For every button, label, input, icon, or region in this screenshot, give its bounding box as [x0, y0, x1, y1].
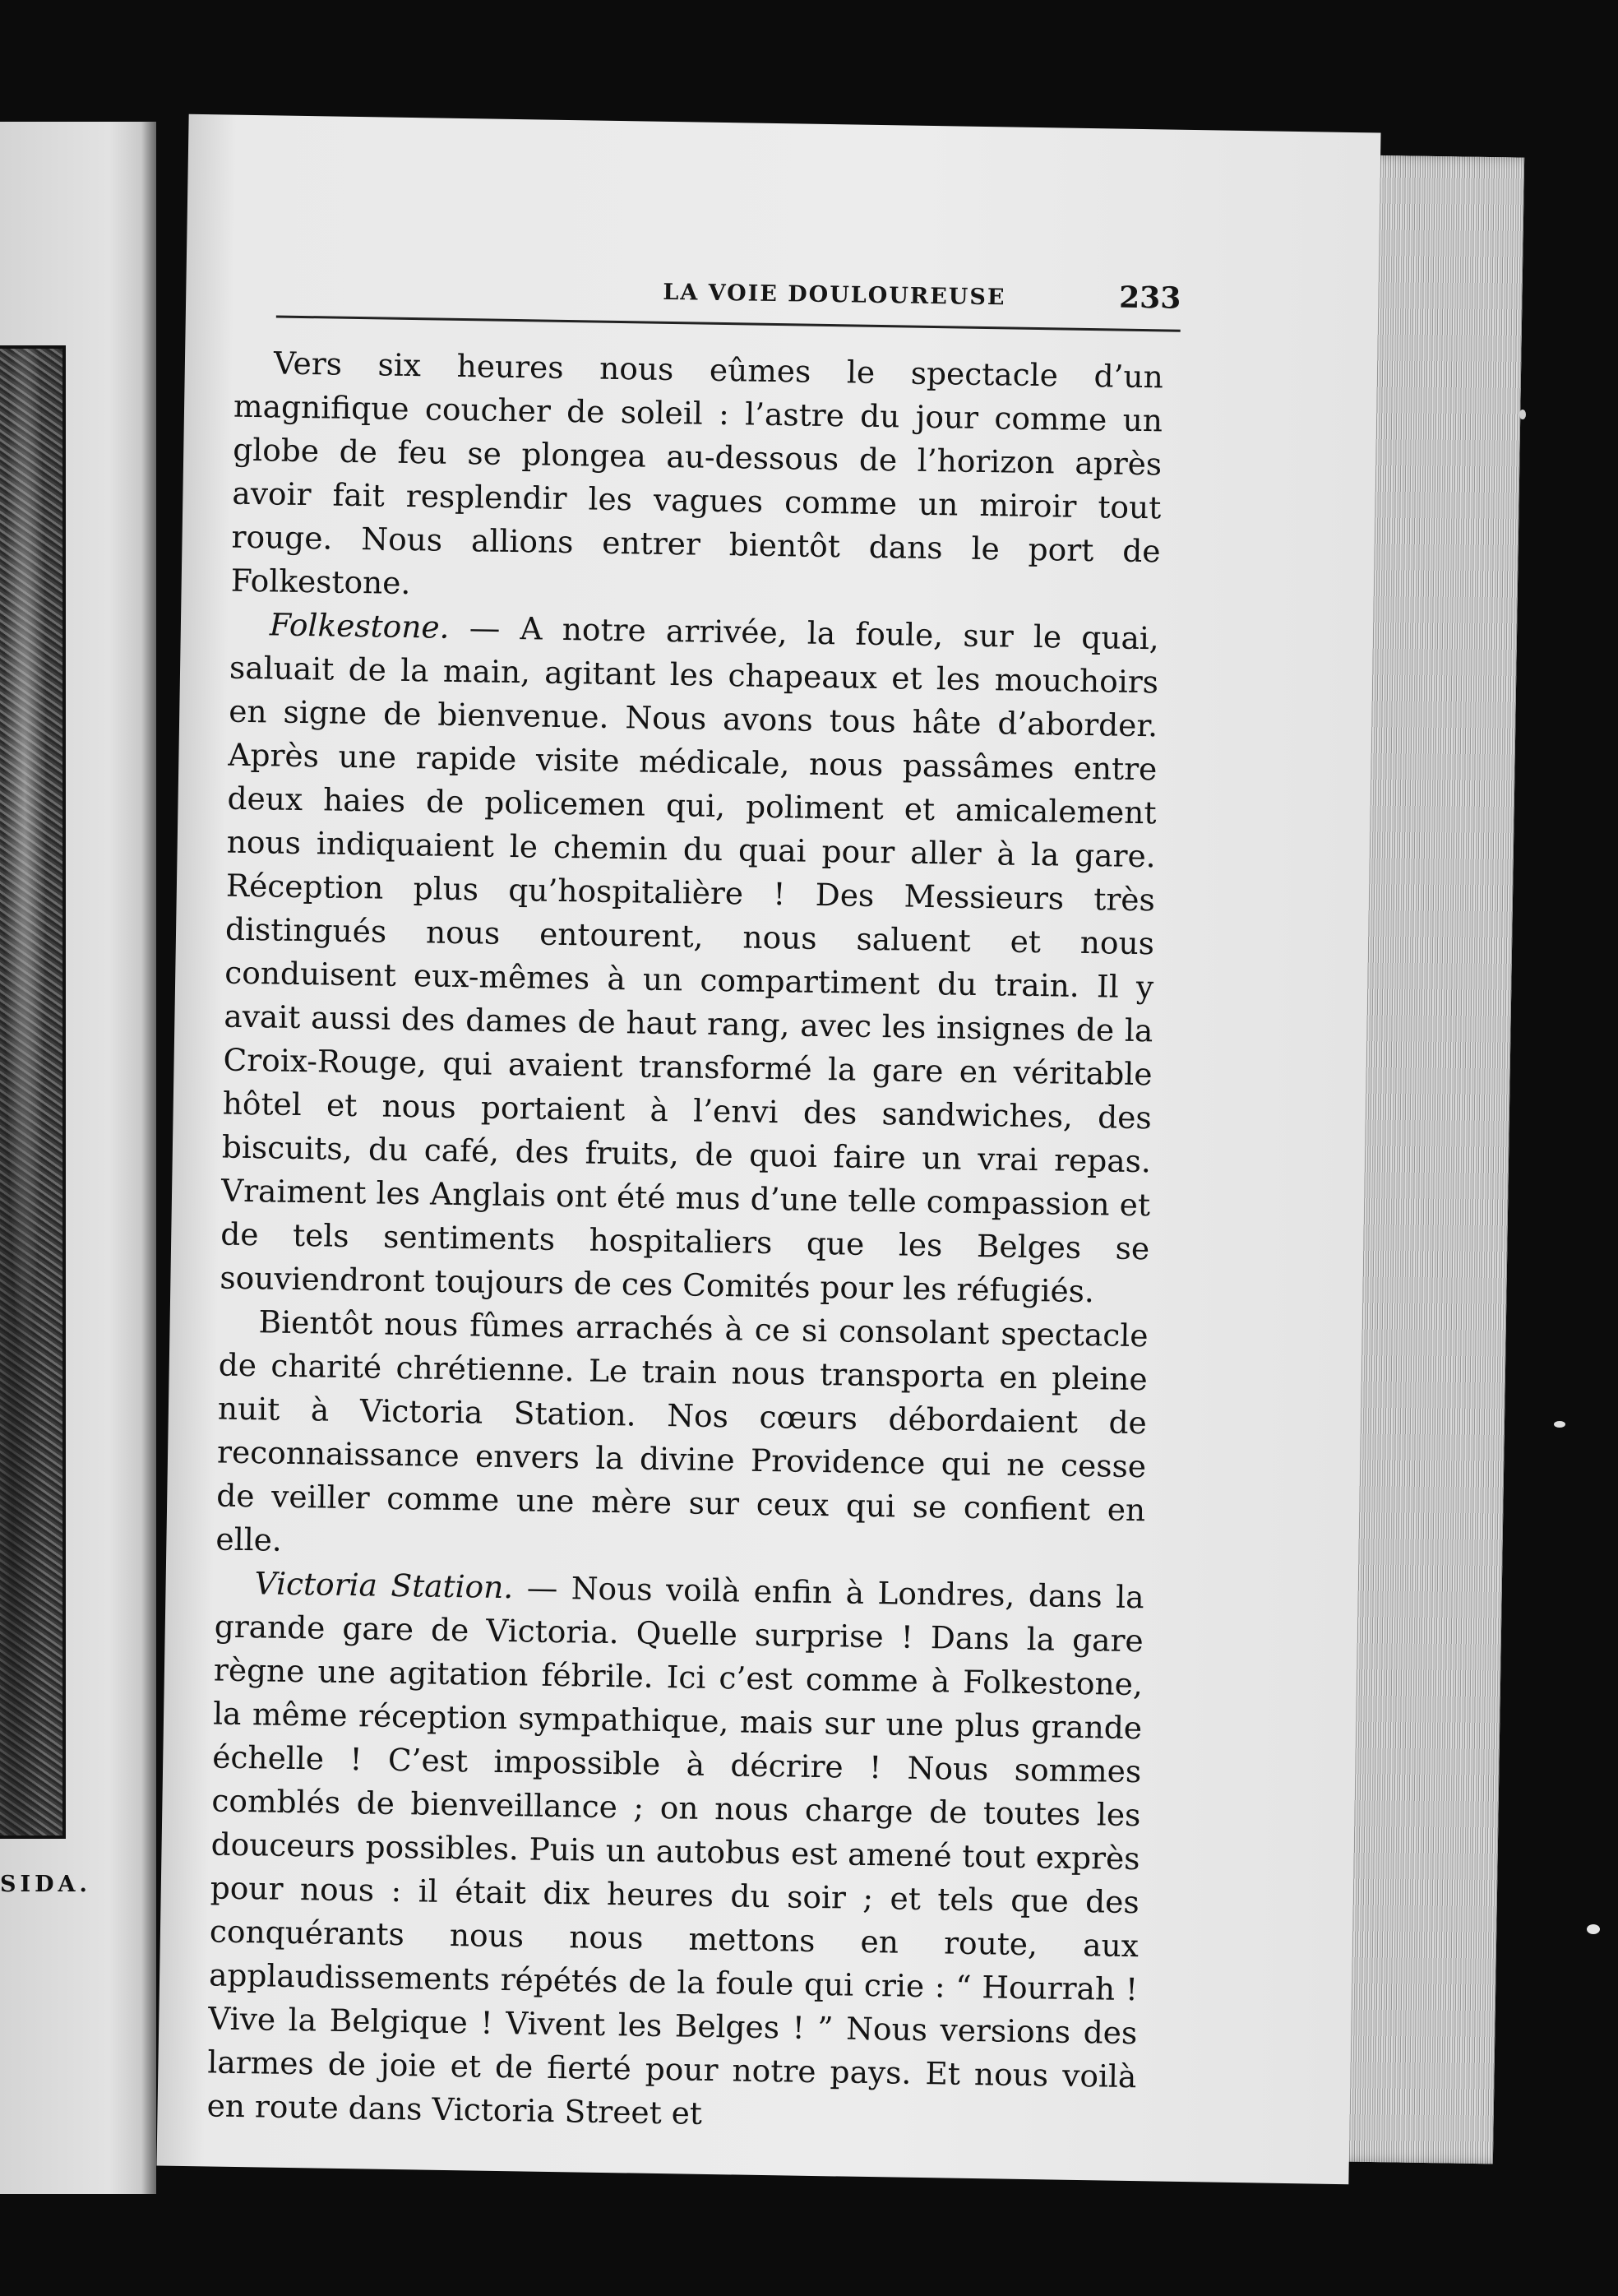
paragraph-lead: Victoria Station. [254, 1565, 514, 1606]
illustration-caption-fragment: SIDA. [0, 1872, 91, 1897]
paragraph-lead: Folkestone. [269, 606, 450, 646]
paragraph-text: Bientôt nous fûmes arrachés à ce si consolant spectacle de charité chrétienne. Le train nous transporta en pleine nuit à Victoria Station. Nos cœurs débordaient de reconnaissance envers la divine Providence qui ne cesse de veiller comme une mère sur ceux qui se confient en elle. [215, 1303, 1149, 1558]
body-text [206, 341, 1163, 2142]
gutter-shadow [141, 122, 156, 2194]
dust-speck [1554, 1421, 1565, 1428]
paragraph [220, 603, 1159, 1315]
paragraph-text: — A notre arrivée, la foule, sur le quai, saluait de la main, agitant les chapeaux et les mouchoirs en signe de bienvenue. Nous avons tous hâte d’aborder. Après une rapide visite médicale, nous passâmes entre deux haies de policemen qui, poliment et amicalement nous indiquaient le chemin du quai pour aller à la gare. Réception plus qu’hospitalière ! Des Messieurs très distingués nous entourent, nous saluent et nous conduisent eux-mêmes à un compartiment du train. Il y avait aussi des dames de haut rang, avec les insignes de la Croix-Rouge, qui avaient transformé la gare en véritable hôtel et nous portaient à l’envi des sandwiches, des biscuits, du café, des fruits, de quoi faire un vrai repas. Vraiment les Anglais ont été mus d’une telle compassion et de tels sentiments hospitaliers que les Belges se souviendront toujours de ces Comités pour les réfugiés. [220, 609, 1160, 1310]
dust-speck [1519, 410, 1526, 419]
dust-speck [1587, 1924, 1600, 1934]
page-header [276, 262, 1181, 322]
page-number: 233 [1118, 280, 1181, 316]
left-page [0, 122, 156, 2194]
engraving-illustration [0, 345, 66, 1839]
running-head: LA VOIE DOULOUREUSE [663, 279, 1006, 311]
paragraph-text: — Nous voilà enfin à Londres, dans la grande gare de Victoria. Quelle surprise ! Dans la gare règne une agitation fébrile. Ici c’est comme à Folkestone, la même réception sympathique, mais sur une plus grande échelle ! C’est impossible à décrire ! Nous sommes comblés de bienveillance ; on nous charge de toutes les douceurs possibles. Puis un autobus est amené tout exprès pour nous : il était dix heures du soir ; et tels que des conquérants nous nous mettons en route, aux applaudissements répétés de la foule qui crie : “ Hourrah ! Vive la Belgique ! Vivent les Belges ! ” Nous versions des larmes de joie et de fierté pour notre pays. Et nous voilà en route dans Victoria Street et [206, 1569, 1144, 2132]
paragraph [215, 1300, 1149, 1576]
paragraph [230, 341, 1163, 618]
paragraph [206, 1561, 1144, 2142]
paragraph-text: Vers six heures nous eûmes le spectacle d’un magnifique coucher de soleil : l’astre du jour comme un globe de feu se plongea au-dessous de l’horizon après avoir fait resplendir les vagues comme un miroir tout rouge. Nous allions entrer bientôt dans le port de Folkestone. [230, 345, 1164, 602]
right-page [156, 114, 1380, 2184]
